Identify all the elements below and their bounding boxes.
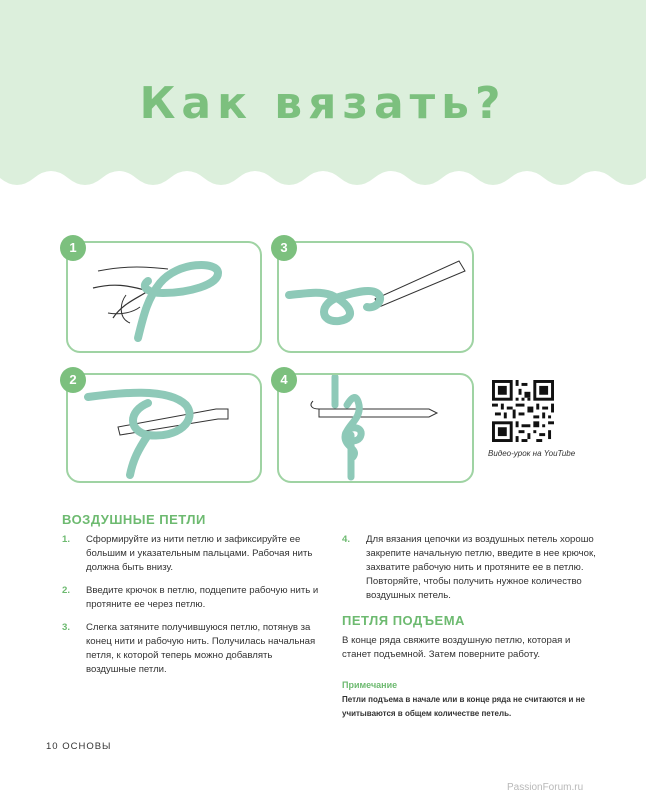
qr-code-icon[interactable]	[492, 380, 554, 442]
section-heading-chains: ВОЗДУШНЫЕ ПЕТЛИ	[62, 512, 206, 527]
step-text: Введите крючок в петлю, подцепите рабочую нить и протяните ее через петлю.	[86, 585, 319, 610]
list-item	[342, 533, 600, 603]
step-text: Для вязания цепочки из воздушных петель хорошо закрепите начальную петлю, введите в нее крючок, захватите рабочую нить и протяните ее в петлю. Повторяйте, чтобы получить нужное количество воздушных петель.	[366, 534, 596, 601]
qr-caption: Видео-урок на YouTube	[488, 449, 576, 458]
step-number: 4.	[342, 534, 351, 545]
slip-knot-illustration	[279, 243, 472, 351]
step-text: Слегка затяните получившуюся петлю, потянув за конец нити и рабочую нить. Получилась начальная петля, к которой теперь можно добавлять воздушные петли.	[86, 622, 316, 675]
step-number: 1.	[62, 534, 71, 545]
step-number-badge: 4	[271, 367, 297, 393]
step-number-badge: 1	[60, 235, 86, 261]
note-text: Петли подъема в начале или в конце ряда не считаются и не учитываются в общем количестве петель.	[342, 695, 585, 718]
hook-loop-illustration	[68, 375, 260, 481]
steps-list-left	[62, 533, 322, 686]
hand-loop-illustration	[68, 243, 260, 351]
note-title: Примечание	[342, 680, 398, 690]
list-item	[62, 584, 322, 612]
watermark: PassionForum.ru	[507, 782, 584, 793]
step-number: 2.	[62, 585, 71, 596]
step-panel-3	[277, 241, 474, 353]
step-text: Сформируйте из нити петлю и зафиксируйте ее большим и указательным пальцами. Рабочая нить должна быть внизу.	[86, 534, 313, 573]
page-footer: 10 ОСНОВЫ	[46, 741, 112, 752]
turning-chain-text: В конце ряда свяжите воздушную петлю, которая и станет подъемной. Затем поверните работу.	[342, 635, 571, 660]
step-panel-2	[66, 373, 262, 483]
section-heading-turning-chain: ПЕТЛЯ ПОДЪЕМА	[342, 613, 465, 628]
chain-illustration	[279, 375, 472, 481]
list-item	[62, 533, 322, 575]
step-number-badge: 2	[60, 367, 86, 393]
step-number: 3.	[62, 622, 71, 633]
list-item	[62, 621, 322, 677]
steps-list-right	[342, 533, 600, 612]
step-number-badge: 3	[271, 235, 297, 261]
step-panel-4	[277, 373, 474, 483]
step-panel-1	[66, 241, 262, 353]
page-title: Как вязать?	[139, 78, 507, 129]
